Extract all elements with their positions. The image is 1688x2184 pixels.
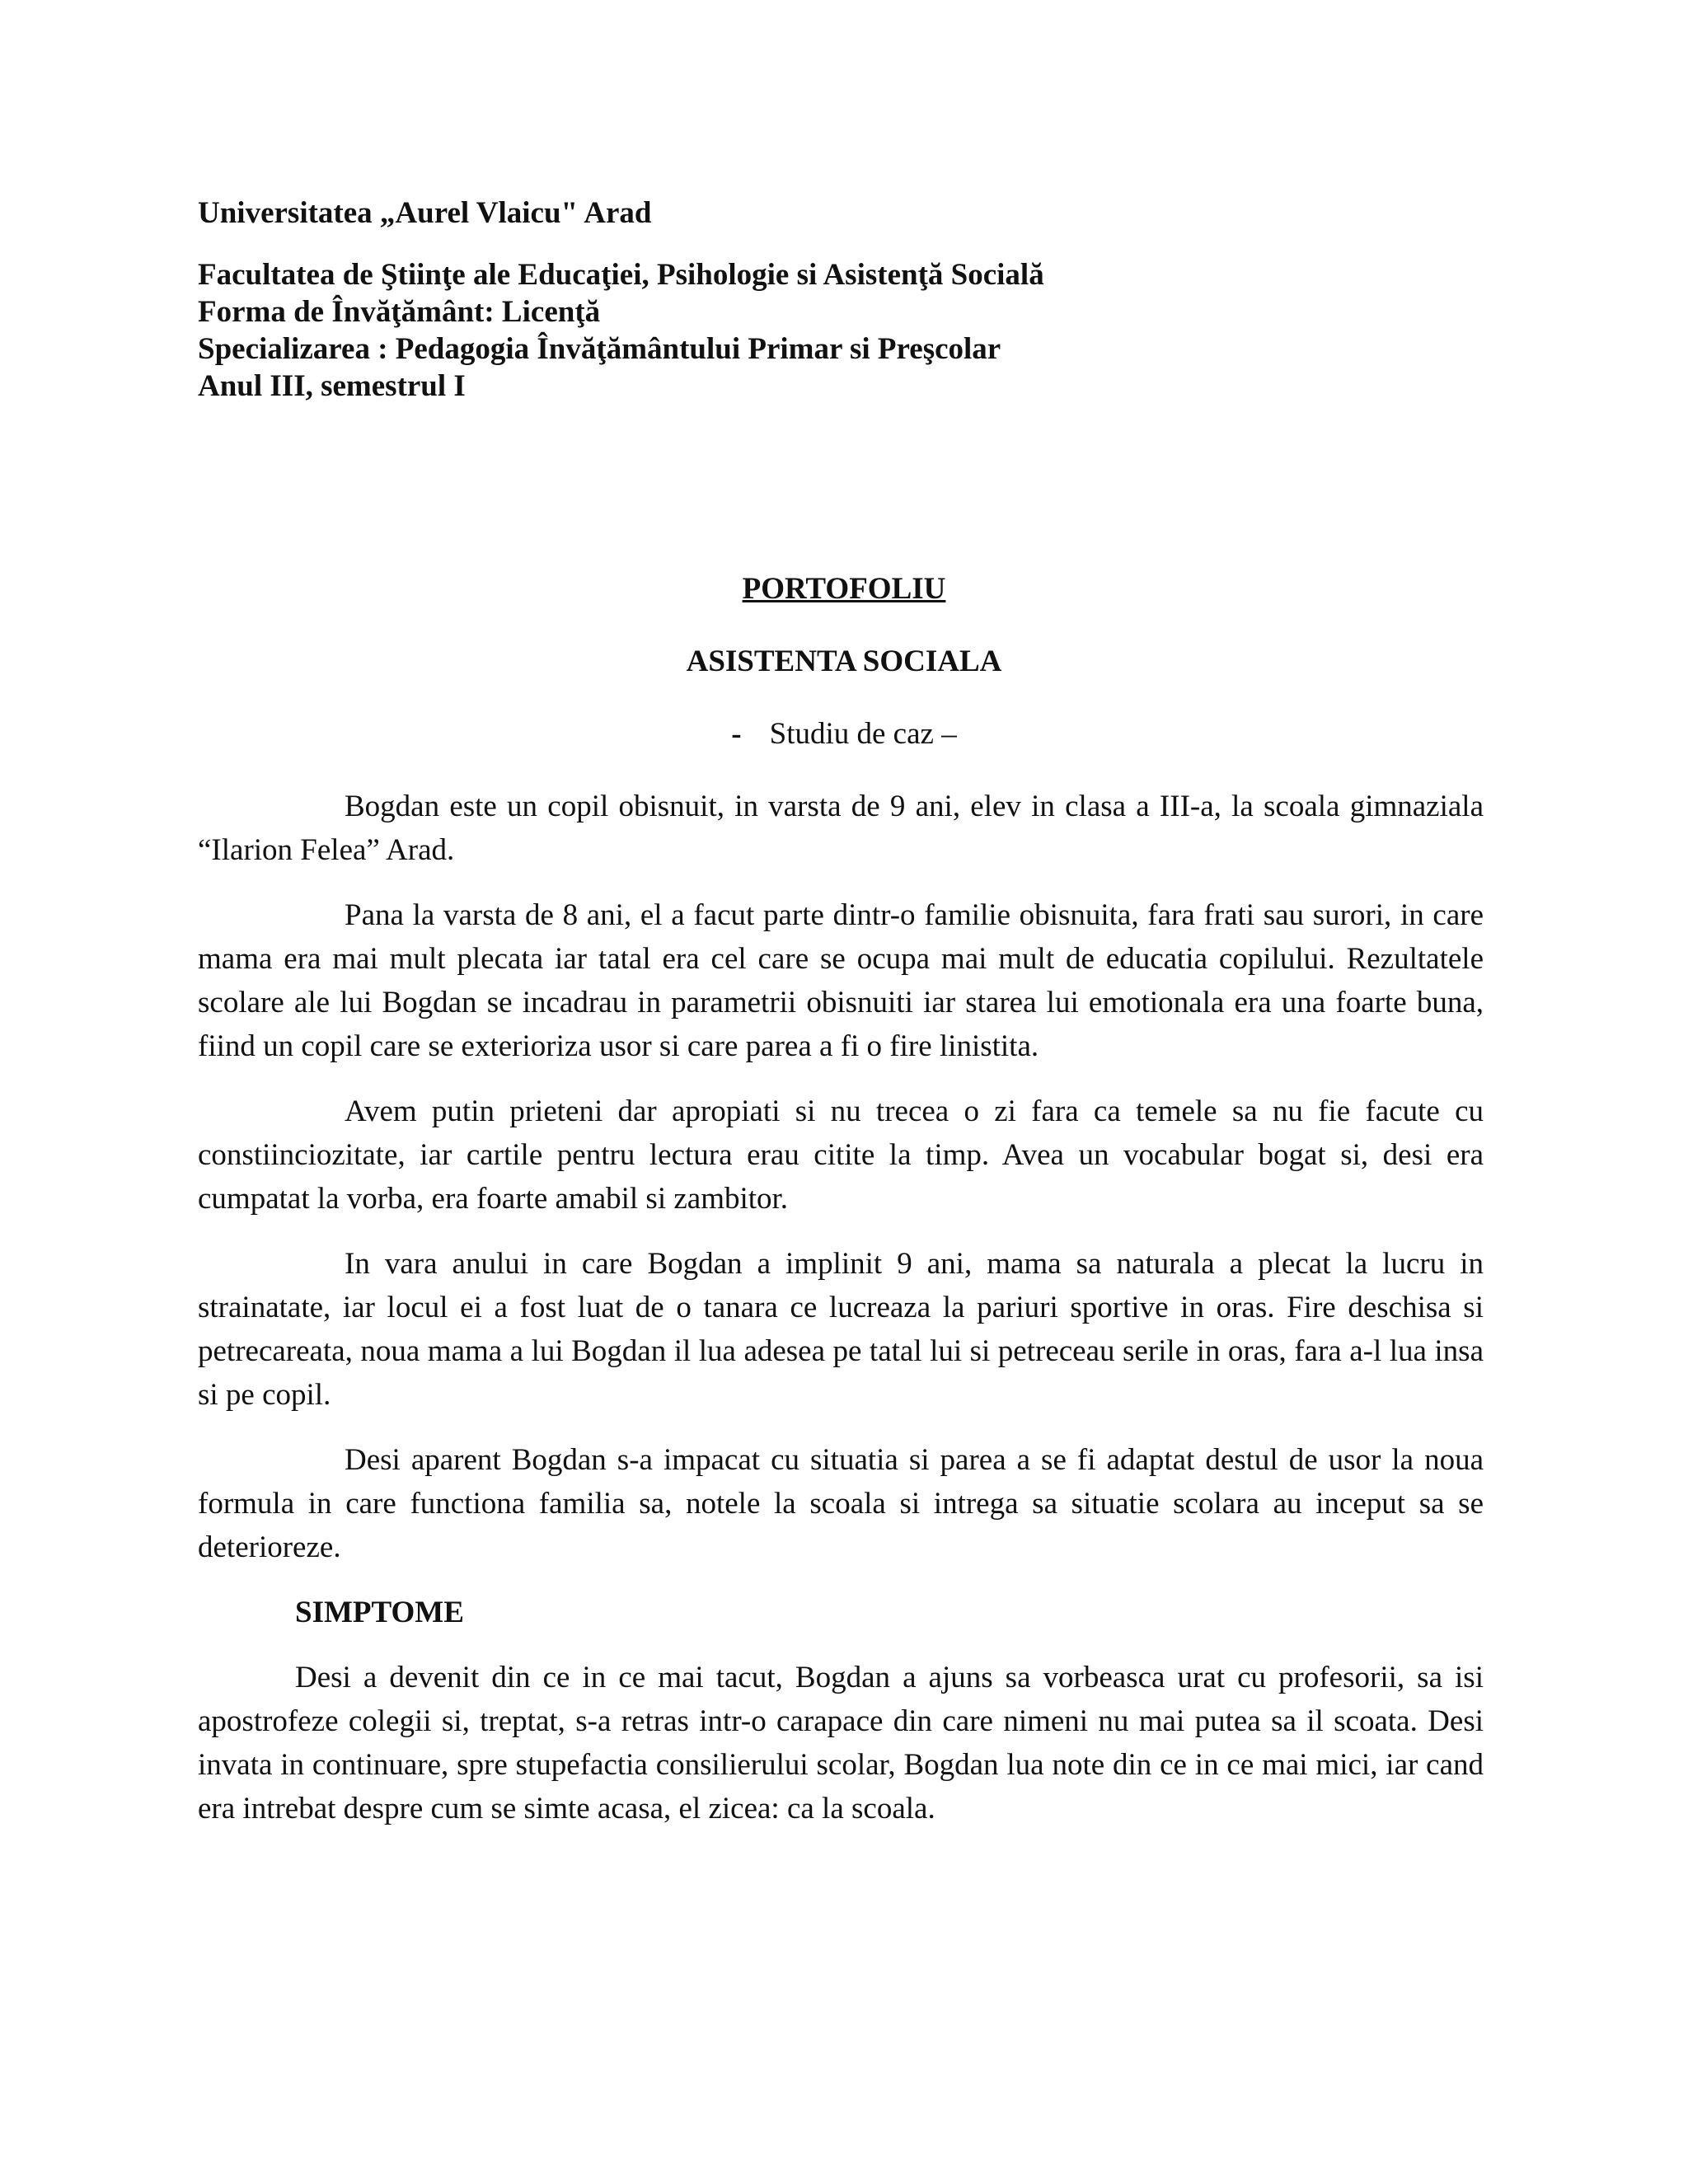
document-title: PORTOFOLIU	[742, 572, 946, 606]
subtitle-dash: -	[731, 717, 742, 751]
paragraph: Avem putin prieteni dar apropiati si nu trecea o zi fara ca temele sa nu fie facute cu constiinciozitate, iar cartile pentru lectura erau citite la timp. Avea un vocabular bogat si, desi era cumpatat la vorba, era foarte amabil si zambitor.	[198, 1094, 1484, 1216]
document-header	[198, 194, 1517, 405]
specialization: Specializarea : Pedagogia Învăţământului Primar si Preşcolar	[198, 332, 1001, 366]
document-body	[198, 785, 1484, 1852]
paragraph: Desi aparent Bogdan s-a impacat cu situatia si parea a se fi adaptat destul de usor la noua formula in care functiona familia sa, notele la scoala si intrega sa situatie scolara au inceput sa se deterioreze.	[198, 1443, 1484, 1564]
document-subtitle-line	[198, 715, 1490, 753]
paragraph: Bogdan este un copil obisnuit, in varsta de 9 ani, elev in clasa a III-a, la scoala gimnaziala “Ilarion Felea” Arad.	[198, 790, 1484, 867]
paragraph: In vara anului in care Bogdan a implinit 9 ani, mama sa naturala a plecat la lucru in strainatate, iar locul ei a fost luat de o tanara ce lucreaza la pariuri sportive in oras. Fire deschisa si petrecareata, noua mama a lui Bogdan il lua adesea pe tatal lui si petreceau serile in oras, fara a-l lua insa si pe copil.	[198, 1247, 1484, 1412]
study-form: Forma de Învăţământ: Licenţă	[198, 295, 601, 329]
title-block	[198, 570, 1490, 753]
section-paragraph: Desi a devenit din ce in ce mai tacut, Bogdan a ajuns sa vorbeasca urat cu profesorii, sa isi apostrofeze colegii si, treptat, s-a retras intr-o carapace din care nimeni nu mai putea sa il scoata. Desi invata in continuare, spre stupefactia consilierului scolar, Bogdan lua note din ce in ce mai mici, iar cand era intrebat despre cum se simte acasa, el zicea: ca la scoala.	[198, 1661, 1484, 1825]
year-semester: Anul III, semestrul I	[198, 369, 466, 403]
university-name: Universitatea „Aurel Vlaicu" Arad	[198, 196, 652, 230]
faculty-name: Facultatea de Ştiinţe ale Educaţiei, Psihologie si Asistenţă Socială	[198, 258, 1044, 292]
document-subtitle: Studiu de caz –	[769, 717, 957, 751]
paragraph: Pana la varsta de 8 ani, el a facut parte dintr-o familie obisnuita, fara frati sau surori, in care mama era mai mult plecata iar tatal era cel care se ocupa mai mult de educatia copilului. Rezultatele scolare ale lui Bogdan se incadrau in parametrii obisnuiti iar starea lui emotionala era una foarte buna, fiind un copil care se exterioriza usor si care parea a fi o fire linistita.	[198, 898, 1484, 1063]
document-subject: ASISTENTA SOCIALA	[686, 644, 1002, 678]
section-heading: SIMPTOME	[295, 1596, 464, 1629]
